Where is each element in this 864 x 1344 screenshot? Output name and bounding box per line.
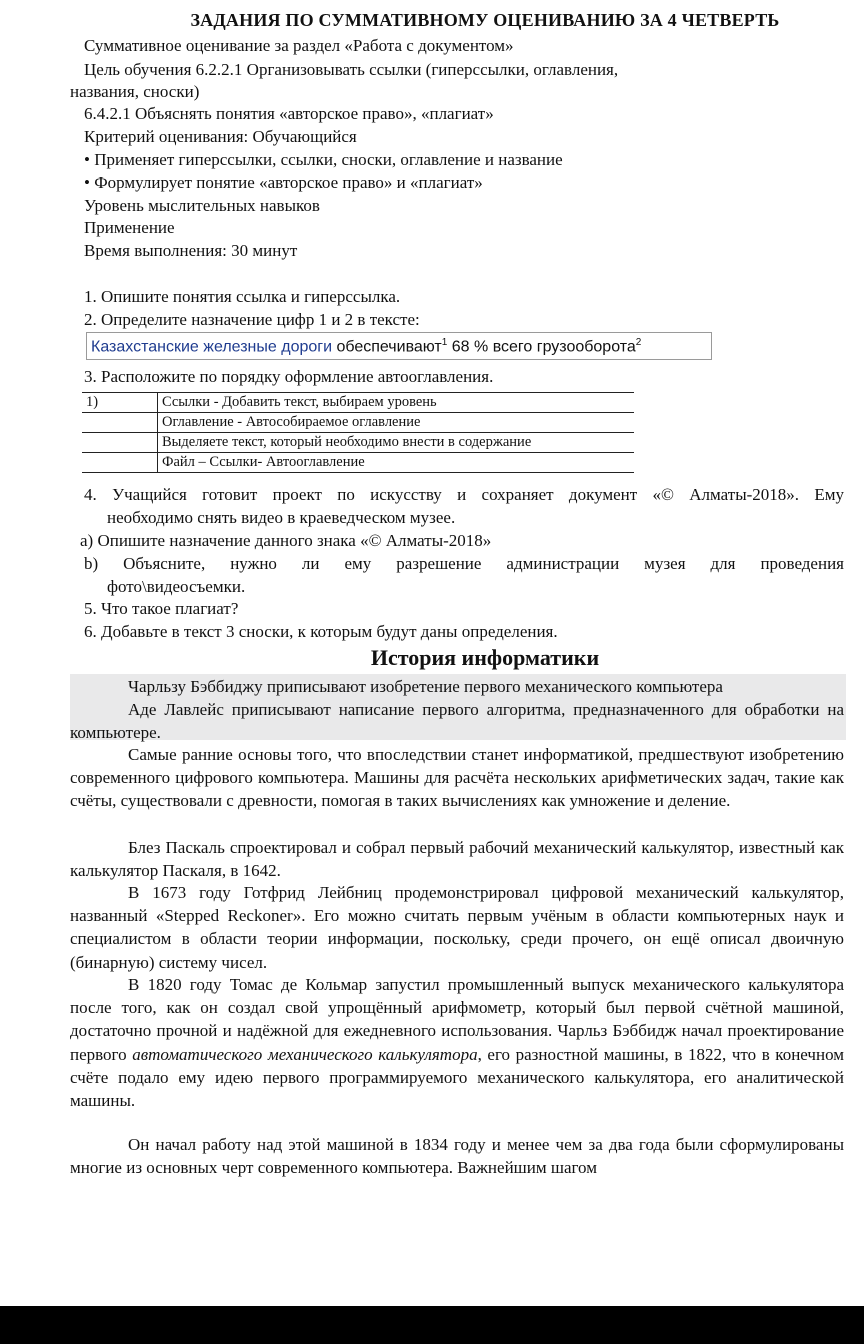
paragraph-italic-text: автоматического механического калькулятора bbox=[132, 1044, 478, 1064]
bottom-black-bar bbox=[0, 1306, 864, 1344]
table-row bbox=[82, 453, 634, 473]
time-limit: Время выполнения: 30 минут bbox=[84, 241, 298, 260]
footnote-mark-2: 2 bbox=[635, 337, 642, 348]
paragraph-text: В 1673 году Готфрид Лейбниц продемонстрировал цифровой механический калькулятор, названный «Stepped Reckoner». Его можно считать первым учёным в области компьютерных наук и специалистом в области теории информации, поскольку, среди прочего, он ещё описал двоичную (бинарную) систему чисел. bbox=[70, 883, 844, 972]
task-1: 1. Опишите понятия ссылка и гиперссылка. bbox=[84, 287, 401, 306]
row-number bbox=[82, 453, 158, 473]
task-6: 6. Добавьте в текст 3 сноски, к которым будут даны определения. bbox=[84, 622, 558, 641]
article-paragraph-2 bbox=[70, 698, 844, 744]
task-4b-line-2: фото\видеосъемки. bbox=[107, 577, 246, 596]
article-paragraph-3 bbox=[70, 743, 844, 813]
row-text: Ссылки - Добавить текст, выбираем уровень bbox=[158, 393, 635, 413]
article-paragraph-5 bbox=[70, 881, 844, 974]
row-number bbox=[82, 433, 158, 453]
article-heading: История информатики bbox=[370, 645, 600, 670]
criteria-label: Критерий оценивания: Обучающийся bbox=[84, 127, 357, 146]
row-text: Файл – Ссылки- Автооглавление bbox=[158, 453, 635, 473]
task-3: 3. Расположите по порядку оформление автооглавления. bbox=[84, 367, 494, 386]
task-4a: а) Опишите назначение данного знака «© Алматы-2018» bbox=[80, 531, 492, 550]
task-4b-line-1: b) Объясните, нужно ли ему разрешение администрации музея для проведения bbox=[84, 554, 844, 573]
paragraph-text: Он начал работу над этой машиной в 1834 году и менее чем за два года были сформулированы многие из основных черт современного компьютера. Важнейшим шагом bbox=[70, 1135, 844, 1178]
quote-blue-text: Казахстанские железные дороги bbox=[91, 338, 333, 356]
paragraph-text: Блез Паскаль спроектировал и собрал первый рабочий механический калькулятор, известный как калькулятор Паскаля, в 1642. bbox=[70, 838, 844, 881]
quote-text: обеспечивают bbox=[332, 338, 442, 356]
goal-line-2: 6.4.2.1 Объяснять понятия «авторское право», «плагиат» bbox=[84, 104, 494, 123]
row-text: Оглавление - Автособираемое оглавление bbox=[158, 413, 635, 433]
table-row bbox=[82, 433, 634, 453]
skills-value: Применение bbox=[84, 218, 175, 237]
table-row bbox=[82, 393, 634, 413]
paragraph-text: Чарльзу Бэббиджу приписывают изобретение первого механического компьютера bbox=[128, 677, 723, 696]
table-row bbox=[82, 413, 634, 433]
footnote-mark-1: 1 bbox=[441, 337, 448, 348]
quote-box bbox=[86, 332, 712, 360]
paragraph-text: , его разностной машины, в 1822, что в конечном счёте подало ему идею первого программируемого механического калькулятора, его аналитической машины. bbox=[70, 1044, 845, 1111]
article-paragraph-4 bbox=[70, 836, 844, 882]
paragraph-text: Самые ранние основы того, что впоследствии станет информатикой, предшествуют изобретению современного цифрового компьютера. Машины для расчёта нескольких арифметических задач, такие как счёты, существовали с древности, помогая в таких вычислениях как умножение и деление. bbox=[70, 745, 844, 811]
skills-label: Уровень мыслительных навыков bbox=[84, 196, 320, 215]
paragraph-text: В 1820 году Томас де Кольмар запустил промышленный выпуск механического калькулятора после того, как он создал свой упрощённый арифмометр, который был первой счётной машиной, достаточно прочной и надёжной для ежедневного использования. Чарльз Бэббидж начал проектирование первого bbox=[70, 975, 844, 1064]
task-5: 5. Что такое плагиат? bbox=[84, 599, 239, 618]
page-title: ЗАДАНИЯ ПО СУММАТИВНОМУ ОЦЕНИВАНИЮ ЗА 4 ЧЕТВЕРТЬ bbox=[190, 10, 780, 30]
criteria-item-1: • Применяет гиперссылки, ссылки, сноски, оглавление и название bbox=[84, 150, 563, 169]
goal-line-1-cont: названия, сноски) bbox=[70, 82, 200, 101]
paragraph-text: Аде Лавлейс приписывают написание первого алгоритма, предназначенного для обработки на компьютере. bbox=[70, 700, 844, 743]
row-number: 1) bbox=[82, 393, 158, 413]
section-line: Суммативное оценивание за раздел «Работа с документом» bbox=[84, 36, 514, 55]
criteria-item-2: • Формулирует понятие «авторское право» и «плагиат» bbox=[84, 173, 483, 192]
goal-line-1: Цель обучения 6.2.2.1 Организовывать ссылки (гиперссылки, оглавления, bbox=[84, 60, 619, 79]
task-4-line-2: необходимо снять видео в краеведческом музее. bbox=[107, 508, 456, 527]
steps-table bbox=[82, 392, 634, 473]
quote-text-middle: 68 % всего грузооборота bbox=[447, 338, 636, 356]
article-paragraph-7 bbox=[70, 1133, 844, 1179]
row-text: Выделяете текст, который необходимо внести в содержание bbox=[158, 433, 635, 453]
task-2: 2. Определите назначение цифр 1 и 2 в тексте: bbox=[84, 310, 420, 329]
task-4-line-1: 4. Учащийся готовит проект по искусству и сохраняет документ «© Алматы-2018». Ему bbox=[84, 485, 844, 504]
article-paragraph-1 bbox=[70, 675, 844, 698]
row-number bbox=[82, 413, 158, 433]
article-paragraph-6 bbox=[70, 973, 844, 1112]
